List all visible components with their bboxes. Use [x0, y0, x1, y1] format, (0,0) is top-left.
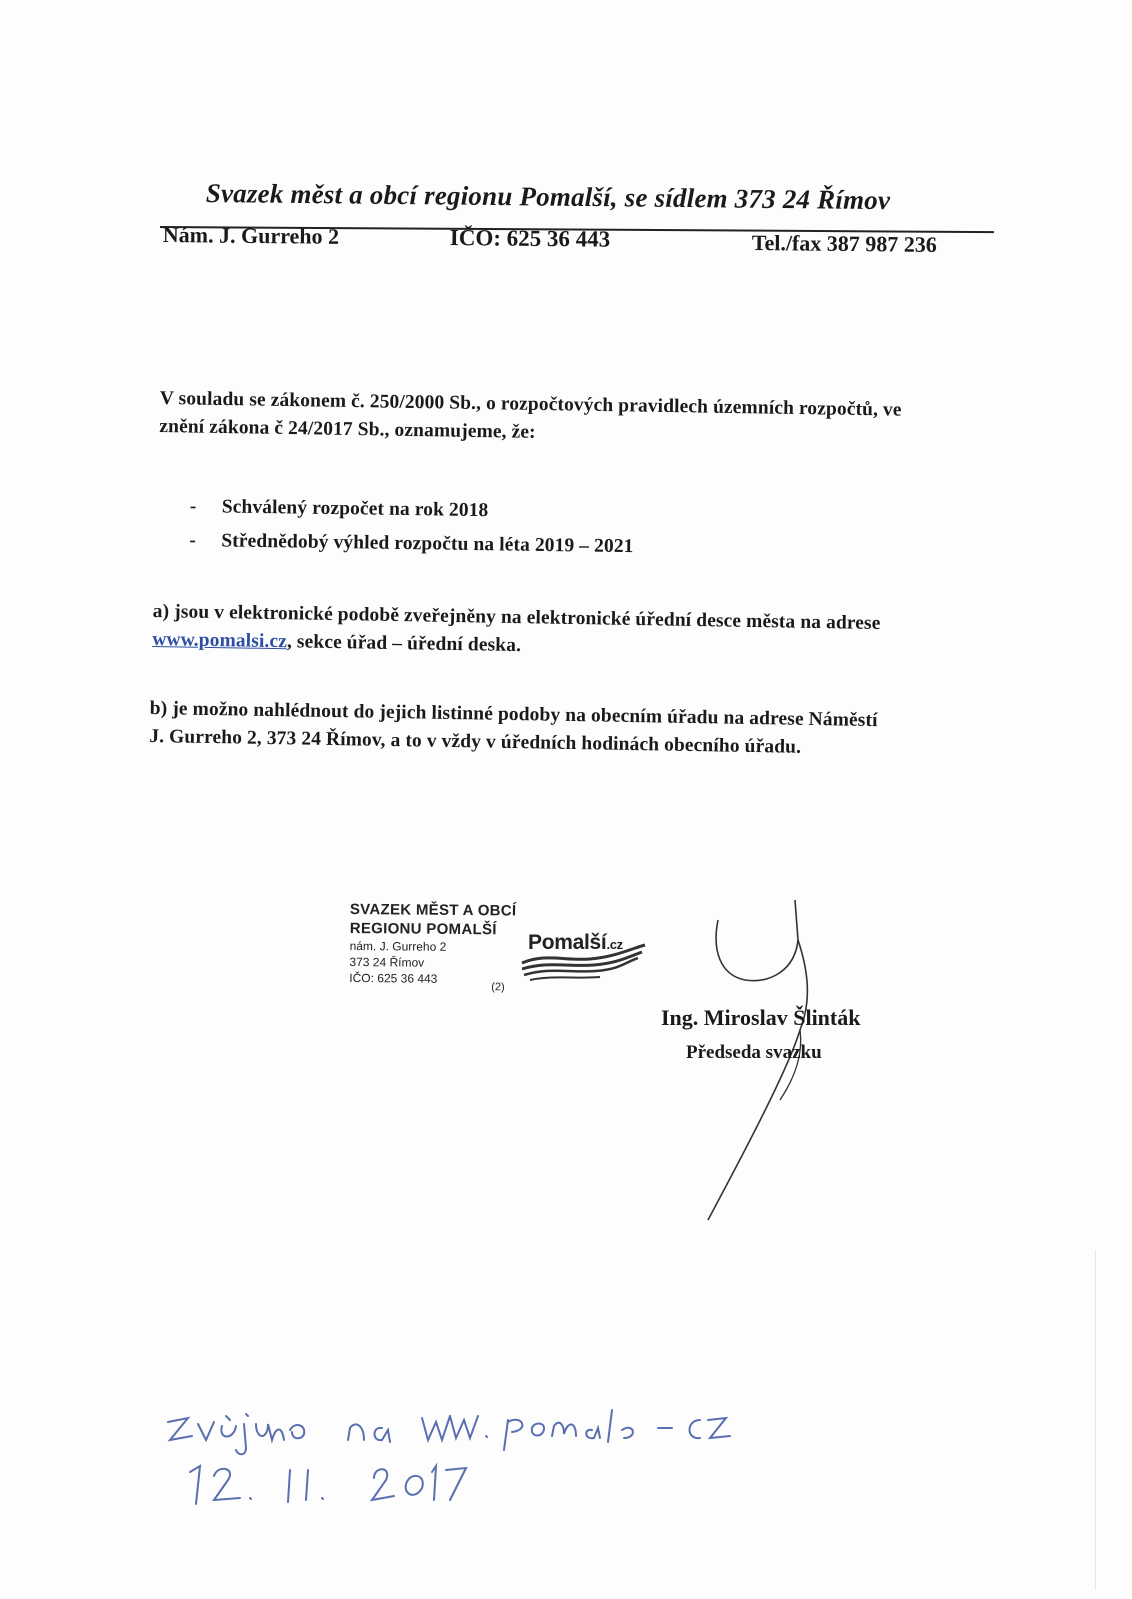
stamp-line-2: REGIONU POMALŠÍ	[349, 919, 497, 939]
logo-text	[528, 931, 623, 955]
paragraph-b	[149, 695, 878, 763]
bullet-dash: -	[189, 529, 197, 552]
list-item-text: Schválený rozpočet na rok 2018	[221, 496, 489, 522]
letterhead-tel: Tel./fax 387 987 236	[751, 230, 937, 257]
bullet-list	[189, 490, 634, 564]
stamp-line-5: IČO: 625 36 443	[349, 970, 438, 986]
letterhead-ico: IČO: 625 36 443	[449, 225, 611, 252]
paragraph-a	[152, 598, 881, 666]
stamp-number: (2)	[491, 981, 505, 994]
list-item	[189, 524, 634, 564]
list-item-text: Střednědobý výhled rozpočtu na léta 2019 – 2021	[221, 530, 634, 558]
paragraph-b-line-2: J. Gurreho 2, 373 24 Římov, a to v vždy v úředních hodinách obecního úřadu.	[149, 725, 802, 758]
intro-paragraph	[159, 385, 902, 453]
letterhead-title: Svazek měst a obcí regionu Pomalší, se sídlem 373 24 Římov	[205, 178, 891, 216]
logo-name: Pomalší	[528, 931, 607, 954]
handwritten-signature	[700, 900, 850, 1230]
organization-stamp	[349, 900, 517, 994]
scan-edge-line	[1095, 1250, 1096, 1590]
logo-suffix: .cz	[606, 937, 623, 952]
stamp-line-4: 373 24 Římov	[349, 954, 425, 970]
paragraph-a-line-1: a) jsou v elektronické podobě zveřejněny na elektronické úřední desce města na adrese	[152, 600, 881, 635]
signer-name: Ing. Miroslav Šlinták	[661, 1005, 861, 1030]
handwritten-note	[160, 1400, 780, 1520]
paragraph-a-line-2-rest: , sekce úřad – úřední deska.	[286, 631, 522, 657]
stamp-line-3: nám. J. Gurreho 2	[349, 938, 447, 954]
bullet-dash: -	[189, 495, 197, 518]
stamp-line-1: SVAZEK MĚST A OBCÍ	[349, 900, 517, 920]
website-link[interactable]: www.pomalsi.cz	[152, 628, 288, 653]
letterhead-address: Nám. J. Gurreho 2	[162, 222, 340, 249]
intro-line-1: V souladu se zákonem č. 250/2000 Sb., o rozpočtových pravidlech územních rozpočtů, ve	[159, 387, 902, 421]
signer-role: Předseda svazku	[686, 1042, 822, 1063]
intro-line-2: znění zákona č 24/2017 Sb., oznamujeme, že:	[159, 415, 536, 443]
paragraph-b-line-1: b) je možno nahlédnout do jejich listinné podoby na obecním úřadu na adrese Náměstí	[149, 697, 878, 732]
